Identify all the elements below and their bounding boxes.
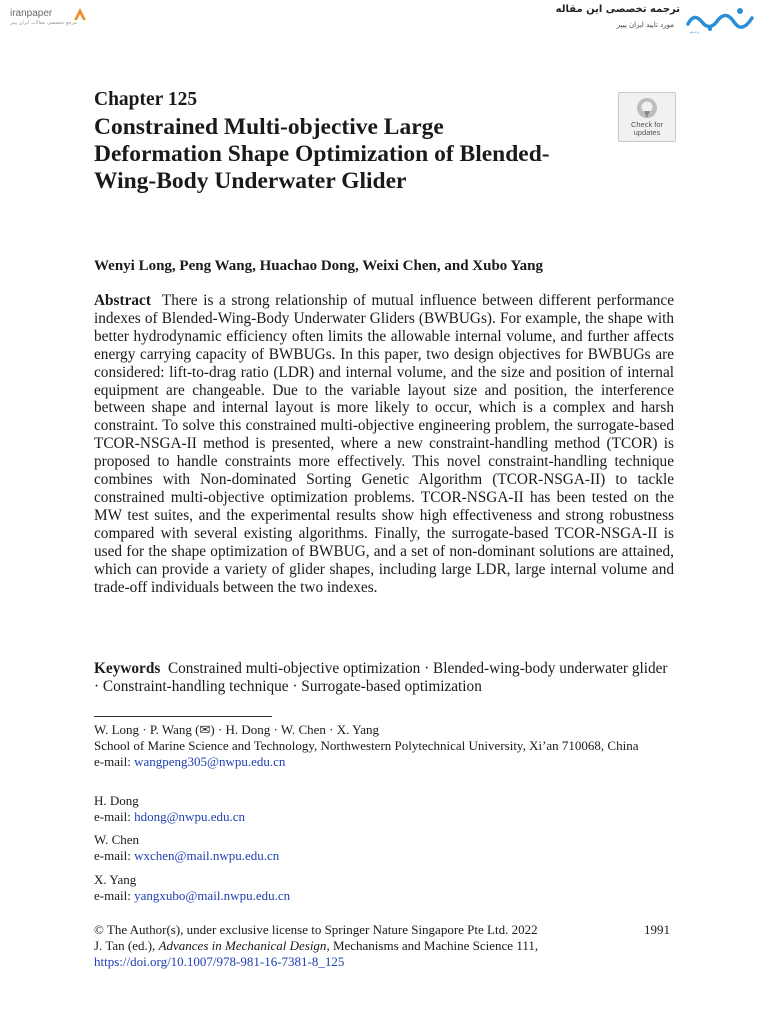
abstract-heading: Abstract [94,292,151,309]
doi-link[interactable]: https://doi.org/10.1007/978-981-16-7381-8_125 [94,954,345,969]
email-link-wxchen[interactable]: wxchen@mail.nwpu.edu.cn [134,847,280,863]
email-link-yangxubo[interactable]: yangxubo@mail.nwpu.edu.cn [134,887,291,903]
iranpaper-logo-text: iranpaper [10,8,53,19]
abstract [94,292,674,596]
citation-book-title: Advances in Mechanical Design [158,938,327,953]
footnote-author-names: W. Long · P. Wang (✉) · H. Dong · W. Chen · X. Yang [94,722,380,737]
footnote-name-dong: H. Dong [94,793,139,808]
check-for-updates-label [619,121,675,137]
copyright-line: © The Author(s), under exclusive license to Springer Nature Singapore Pte Ltd. 2022 [94,922,538,937]
tarjomano-logo-icon [680,4,758,34]
footnote-email-row [94,809,674,825]
footnote-chen [94,832,674,864]
footnote-affiliation [94,722,674,769]
crossmark-icon [636,97,658,119]
check-line2: updates [633,128,661,137]
iranpaper-tagline: مرجع تخصصی مقالات ایران پیپر [10,20,78,26]
footnote-yang [94,872,674,904]
copyright-block [94,922,674,970]
footnote-name-yang: X. Yang [94,872,137,887]
paper-title: Constrained Multi-objective Large Deformation Shape Optimization of Blended-Wing-Body Underwater Glider [94,114,550,194]
check-for-updates-badge[interactable] [618,92,676,142]
footnote-affiliation-text: School of Marine Science and Technology, Northwestern Polytechnical University, Xi’an 710068, China [94,737,639,753]
footnote-email-row [94,754,674,770]
brand-line2: مورد تایید ایران پیپر [616,21,674,29]
email-label: e-mail: [94,847,135,863]
email-label: e-mail: [94,808,135,824]
keywords-text: Constrained multi-objective optimization · Blended-wing-body underwater glider · Constraint-handling technique · Surrogate-based optimization [94,660,668,695]
email-link-hdong[interactable]: hdong@nwpu.edu.cn [134,808,245,824]
tarjomano-brand [555,4,758,34]
abstract-text: There is a strong relationship of mutual influence between different performance indexes of Blended-Wing-Body Underwater Gliders (BWBUGs). For example, the shape with better hydrodynamic efficiency often limits the allowable internal volume, and further affects energy carrying capacity of BWBUGs. In this paper, two design objectives for BWBUGs are considered: lift-to-drag ratio (LDR) and internal volume, and the size and position of internal equipment are changeable. Due to the variable layout size and position, the interference between shape and internal layout is more likely to occur, which is a complex and harsh constraint. To solve this constrained multi-objective engineering problem, the surrogate-based TCOR-NSGA-II method is presented, where a new constraint-handling method (TCOR) is proposed to handle constraints more effectively. This novel constraint-handling technique combines with Non-dominated Sorting Genetic Algorithm (TCOR-NSGA-II) to tackle constrained multi-objective optimization problems. TCOR-NSGA-II has been tested on the MW test suites, and the experimental results show high effectiveness and strong robustness compared with several existing algorithms. Finally, the surrogate-based TCOR-NSGA-II is used for the shape optimization of BWBUG, and a set of non-dominant solutions are attained, which can provide a variety of glider shapes, including large LDR, large internal volume and trade-off individuals between the two indexes. [94,292,674,596]
email-link-wangpeng[interactable]: wangpeng305@nwpu.edu.cn [134,753,286,769]
email-label: e-mail: [94,887,135,903]
citation-line [94,938,674,954]
chapter-label: Chapter 125 [94,89,198,110]
footnote-rule [94,716,272,717]
brand-logo-text: ترجمانو [690,30,700,34]
citation-series: , Mechanisms and Machine Science 111, [326,938,539,953]
check-line1: Check for [630,120,664,129]
footnote-email-row [94,848,674,864]
keywords [94,660,674,696]
brand-line1: ترجمه تخصصی این مقاله [555,4,680,15]
footnote-name-chen: W. Chen [94,832,140,847]
author-list: Wenyi Long, Peng Wang, Huachao Dong, Weixi Chen, and Xubo Yang [94,258,544,274]
footnote-dong [94,793,674,825]
keywords-heading: Keywords [94,660,161,677]
citation-editor: J. Tan (ed.), [94,938,159,953]
email-label: e-mail: [94,753,135,769]
iranpaper-logo [10,6,90,24]
footnote-email-row [94,888,674,904]
page-number: 1991 [644,922,670,937]
